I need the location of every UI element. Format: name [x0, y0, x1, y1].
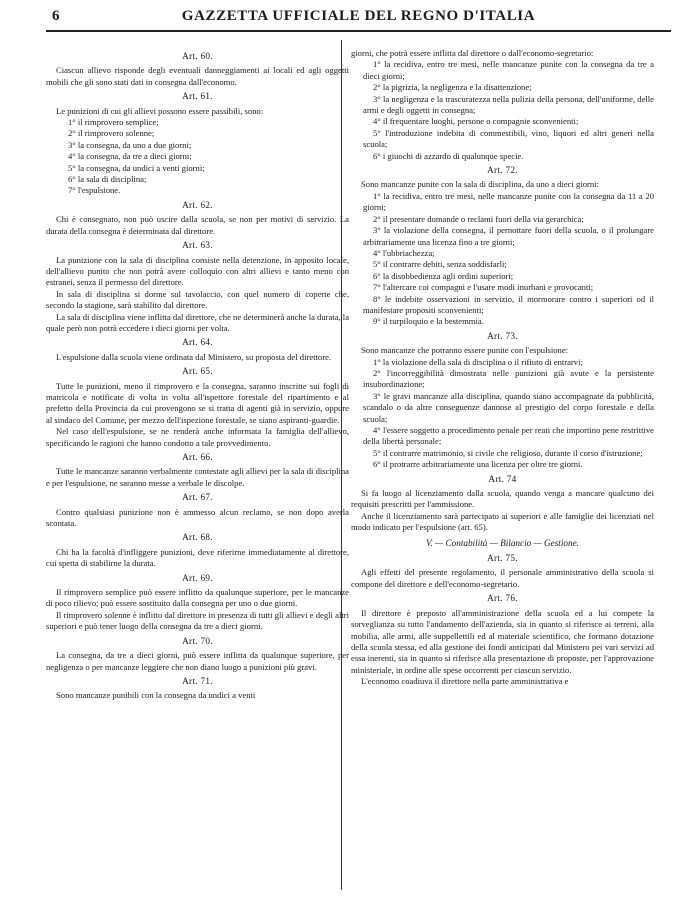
paragraph: Contro qualsiasi punizione non è ammesso alcun reclamo, se non dopo averla scontata. — [46, 506, 349, 529]
paragraph: In sala di disciplina si dorme sul tavolaccio, con quel numero di coperte che, secondo la stagione, sarà stabilito dal direttore. — [46, 288, 349, 311]
list-item: 6° i giuochi di azzardo di qualunque specie. — [373, 150, 524, 161]
article-heading: Art. 67. — [182, 492, 213, 503]
article-heading: Art. 65. — [182, 366, 213, 377]
article-heading: Art. 62. — [182, 199, 213, 210]
article-heading: Art. 76. — [487, 593, 518, 604]
list-item: 2° la pigrizia, la negligenza e la disattenzione; — [373, 82, 532, 93]
paragraph: Tutte le punizioni, meno il rimprovero e la consegna, saranno inscritte sui fogli di matricola e notificate di volta in volta all'ispettore forestale del ripartimento e al prefetto della Provincia da cui provengono se si tratta di agenti già in servizio, oppure al sindaco del Comune, per mezzo dell'ispezione forestale, se siano aspiranti-guardie. — [46, 380, 349, 425]
paragraph: Tutte le mancanze saranno verbalmente contestate agli allievi per la sala di disciplina e per l'espulsione, ne saranno messe a verbale le discolpe. — [46, 466, 349, 488]
article-heading: Art. 72. — [487, 165, 518, 176]
paragraph: Agli effetti del presente regolamento, il personale amministrativo della scuola si compone del direttore e dell'economo-segretario. — [351, 567, 654, 589]
article-heading: Art. 74 — [488, 473, 517, 484]
list-item: 1° il rimprovero semplice; — [68, 117, 159, 128]
paragraph: La punizione con la sala di disciplina consiste nella detenzione, in apposito locale, dell'allievo punito che non potrà avere colloquio con altri allievi e tanto meno con estranei, senza il permesso del direttore. — [46, 254, 349, 288]
section-heading: V. — Contabilità — Bilancio — Gestione. — [426, 537, 579, 548]
list-item: 1° la recidiva, entro tre mesi, nelle mancanze punite con la consegna da 11 a 20 giorni; — [363, 190, 654, 213]
paragraph: La consegna, da tre a dieci giorni, può essere inflitta da qualunque superiore, per negligenza o per mancanze leggiere che non diano luogo a punizioni più gravi. — [46, 650, 349, 672]
left-column — [46, 48, 349, 702]
article-heading: Art. 70. — [182, 635, 213, 646]
list-item: 3° la violazione della consegna, il pernottare fuori della scuola, o il prolungare arbitrariamente una licenza fino a tre giorni; — [363, 225, 654, 247]
list-item: 5° la consegna, da undici a venti giorni; — [68, 162, 205, 173]
paragraph: Sono mancanze punite con la sala di disciplina, da uno a dieci giorni: — [361, 179, 599, 190]
article-heading: Art. 73. — [487, 330, 518, 341]
paragraph: Ciascun allievo risponde degli eventuali danneggiamenti ai locali ed agli oggetti mobili che gli sono stati dati in consegna dall'economo. — [46, 65, 349, 87]
list-item: 7° l'altercare coi compagni e l'usare modi inurbani e provocanti; — [373, 282, 594, 293]
list-item: 1° la recidiva, entro tre mesi, nelle mancanze punite con la consegna da tre a dieci giorni; — [363, 59, 654, 81]
paragraph: Si fa luogo al licenziamento dalla scuola, quando venga a mancare qualcuno dei requisiti prescritti per l'ammissione. — [351, 488, 654, 510]
article-heading: Art. 69. — [182, 572, 213, 583]
list-item: 6° la disobbedienza agli ordini superiori; — [373, 270, 514, 281]
list-item: 5° il contrarre matrimonio, si civile che religioso, durante il corso d'istruzione; — [373, 447, 643, 458]
list-item: 8° le indebite osservazioni in servizio, il mormorare contro i superiori od il manifestare propositi sconvenienti; — [363, 293, 654, 315]
gazette-title: GAZZETTA UFFICIALE DEL REGNO D'ITALIA — [181, 8, 536, 24]
list-item: 7° l'espulsione. — [68, 185, 121, 196]
list-item: 1° la violazione della sala di disciplina o il rifiuto di entrarvi; — [373, 356, 583, 367]
article-heading: Art. 63. — [182, 240, 213, 251]
article-heading: Art. 60. — [182, 51, 213, 61]
paragraph: Il rimprovero semplice può essere inflitto da qualunque superiore, per le mancanze di poco rilievo; può essere sostituito dalla consegna per uno o due giorni. — [46, 587, 349, 609]
paragraph: Nel caso dell'espulsione, se ne renderà anche informata la famiglia dell'allievo, specificando le ragioni che hanno condotto a tale provvedimento. — [46, 426, 349, 448]
list-item: 6° il protrarre arbitrariamente una licenza per oltre tre giorni. — [373, 459, 583, 470]
article-heading: Art. 64. — [182, 337, 213, 348]
list-item: 3° la consegna, da uno a due giorni; — [68, 139, 192, 150]
paragraph: Il rimprovero solenne è inflitto dal direttore in presenza di tutti gli allievi e degli altri superiori e può tener luogo della consegna da tre a dieci giorni. — [46, 609, 349, 632]
paragraph: Anche il licenziamento sarà partecipato ai superiori e alle famiglie dei licenziati nel modo indicato per l'espulsione (art. 65). — [351, 510, 654, 533]
list-item: 4° la consegna, da tre a dieci giorni; — [68, 151, 192, 162]
paragraph: L'espulsione dalla scuola viene ordinata dal Ministero, su proposta del direttore. — [56, 351, 332, 362]
list-item: 6° la sala di disciplina; — [68, 174, 147, 185]
list-item: 5° il contrarre debiti, senza soddisfarli; — [373, 259, 507, 270]
list-item: 2° il presentare domande o reclami fuori della via gerarchica; — [373, 213, 584, 224]
list-item: 4° l'ubbriachezza; — [373, 247, 435, 258]
paragraph: giorni, che potrà essere inflitta dal direttore o dall'economo-segretario: — [351, 48, 594, 58]
list-item: 4° l'essere soggetto a procedimento penale per reati che importino pene restrittive della libertà personale; — [363, 425, 654, 447]
article-heading: Art. 66. — [182, 452, 213, 462]
article-heading: Art. 68. — [182, 532, 213, 543]
page-header — [46, 4, 671, 32]
list-item: 4° il frequentare luoghi, persone o compagnie sconvenienti; — [373, 116, 579, 127]
page-number: 6 — [52, 8, 60, 24]
list-item: 2° l'incorreggibilità dimostrata nelle punizioni già avute e la persistente insubordinazione; — [363, 367, 654, 390]
paragraph: Chi ha la facoltà d'infliggere punizioni, deve riferirne immediatamente al direttore, cui spetta di stabilirne la durata. — [46, 546, 349, 569]
article-heading: Art. 75. — [487, 553, 518, 564]
paragraph: Le punizioni di cui gli allievi possono essere passibili, sono: — [56, 105, 264, 116]
paragraph: La sala di disciplina viene inflitta dal direttore, che ne determinerà anche la durata, la quale però non potrà eccedere i dieci giorni per volta. — [46, 311, 350, 333]
paragraph: Il direttore è preposto all'amministrazione della scuola ed a lui compete la sorveglianza su tutto l'andamento dell'azienda, sia in quanto si riferisce ai terreni, alla mobilia, alle armi, alle suppellettili ed al materiale scientifico, che formano dotazione della scuola stessa, ed alla gestione dei fondi anticipati dal Ministero pei vari servizi ad essa inerenti, sia in quanto si riferisce alla presentazione di proposte, per l'approvazione ministeriale, in ordine alle spese occorrenti per ciascun servizio. — [351, 607, 654, 675]
paragraph: Sono mancanze che potranno essere punite con l'espulsione: — [361, 345, 569, 356]
list-item: 3° la negligenza e la trascuratezza nella pulizia della persona, dell'uniforme, delle armi e degli oggetti in consegna; — [363, 93, 654, 116]
article-heading: Art. 61. — [182, 91, 213, 102]
paragraph: L'economo coadiuva il direttore nella parte amministrativa e — [361, 676, 569, 687]
paragraph: Sono mancanze punibili con la consegna da undici a venti — [56, 690, 256, 701]
list-item: 2° il rimprovero solenne; — [68, 128, 155, 139]
paragraph: Chi è consegnato, non può uscire dalla scuola, se non per motivi di servizio. La durata della consegna è determinata dal direttore. — [46, 214, 349, 236]
right-column — [351, 48, 654, 688]
list-item: 5° l'introduzione indebita di commestibili, vino, liquori ed altri generi nella scuola; — [363, 127, 654, 150]
article-heading: Art. 71. — [182, 675, 213, 686]
list-item: 9° il turpiloquio e la bestemmia. — [373, 316, 484, 327]
list-item: 3° le gravi mancanze alla disciplina, quando siano accompagnate da pubblicità, scandalo o da altre conseguenze dannose al prestigio del corpo forestale e della scuola; — [363, 390, 654, 424]
